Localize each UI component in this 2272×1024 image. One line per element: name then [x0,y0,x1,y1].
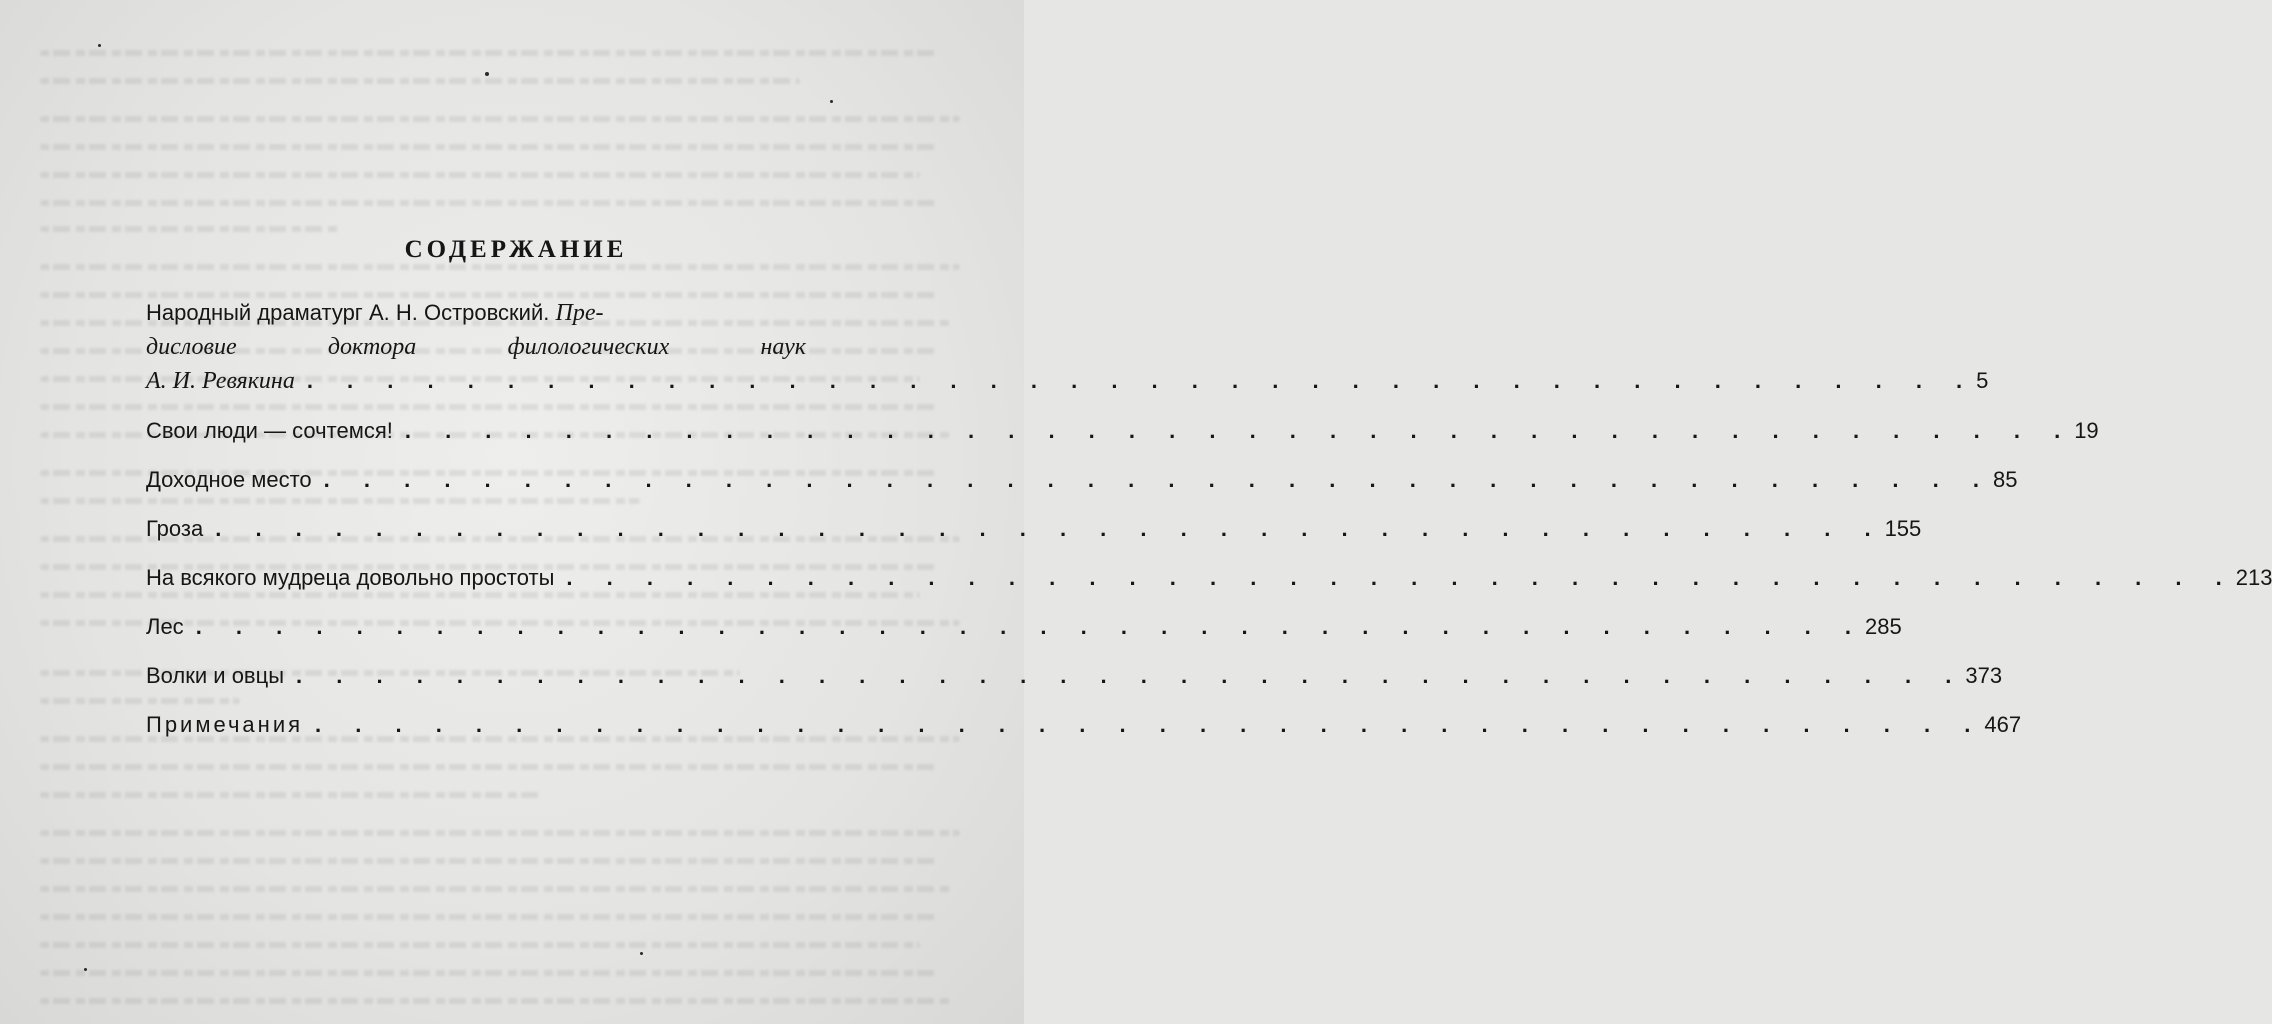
toc-entry[interactable] [146,610,1902,644]
dot-leader: . . . . . . . . . . . . . . . . . . . . . . . . . . . . . . . . . . . . . . . . . . [315,712,1985,737]
page-number: 155 [1884,516,1922,541]
entry-word: доктора [327,334,417,360]
entry-title: На всякого мудреца довольно простоты [146,565,555,590]
entry-title: Волки и овцы [146,663,285,688]
entry-title: Доходное место [146,467,312,492]
print-speck [98,44,101,47]
page-number: 85 [1992,467,2018,492]
print-speck [84,968,87,971]
page-number: 19 [2074,418,2099,443]
entry-title: Свои люди — сочтемся! [146,418,393,443]
entry-title-text: Народный драматург А. Н. Островский. [146,300,550,325]
table-of-contents [146,296,2272,742]
entry-title-italic: Пре- [555,300,604,326]
entry-author: А. И. Ревякина [146,368,295,394]
entry-title-line1 [146,296,603,330]
page-number: 285 [1865,614,1902,639]
print-speck [485,72,489,76]
dot-leader: . . . . . . . . . . . . . . . . . . . . . . . . . . . . . . . . . . . . . . . . . . [566,565,2236,590]
dot-leader: . . . . . . . . . . . . . . . . . . . . . . . . . . . . . . . . . . . . . . . . . . [215,516,1885,541]
toc-entry[interactable] [146,659,2003,693]
page-number: 373 [1965,663,2003,688]
toc-heading: СОДЕРЖАНИЕ [404,236,628,263]
dot-leader: . . . . . . . . . . . . . . . . . . . . . . . . . . . . . . . . . . . . . . . . . . [404,418,2075,443]
entry-title: Примечания [146,712,304,737]
dot-leader: . . . . . . . . . . . . . . . . . . . . . . . . . . . . . . . . . . . . . . . . . . [296,663,1966,688]
dot-leader: . . . . . . . . . . . . . . . . . . . . . . . . . . . . . . . . . . . . . . . . . . [195,614,1866,639]
entry-title-line2 [146,330,806,364]
entry-word: дисловие [146,334,237,360]
entry-title: Гроза [146,516,204,541]
toc-entry[interactable] [146,561,2272,595]
toc-entry[interactable] [146,296,1989,398]
entry-title: Лес [146,614,184,639]
entry-word: наук [760,334,806,360]
toc-entry[interactable] [146,414,2099,448]
toc-entry[interactable] [146,463,2018,497]
toc-entry[interactable] [146,512,1922,546]
entry-word: филологических [507,334,670,360]
page-number: 5 [1976,368,1989,393]
print-speck [640,952,643,955]
page-number: 467 [1984,712,2022,737]
print-speck [830,100,833,103]
dot-leader: . . . . . . . . . . . . . . . . . . . . . . . . . . . . . . . . . . . . . . . . . . [323,467,1993,492]
page-number: 213 [2235,565,2272,590]
dot-leader: . . . . . . . . . . . . . . . . . . . . . . . . . . . . . . . . . . . . . . . . . . [306,368,1977,393]
toc-entry[interactable] [146,708,2022,742]
